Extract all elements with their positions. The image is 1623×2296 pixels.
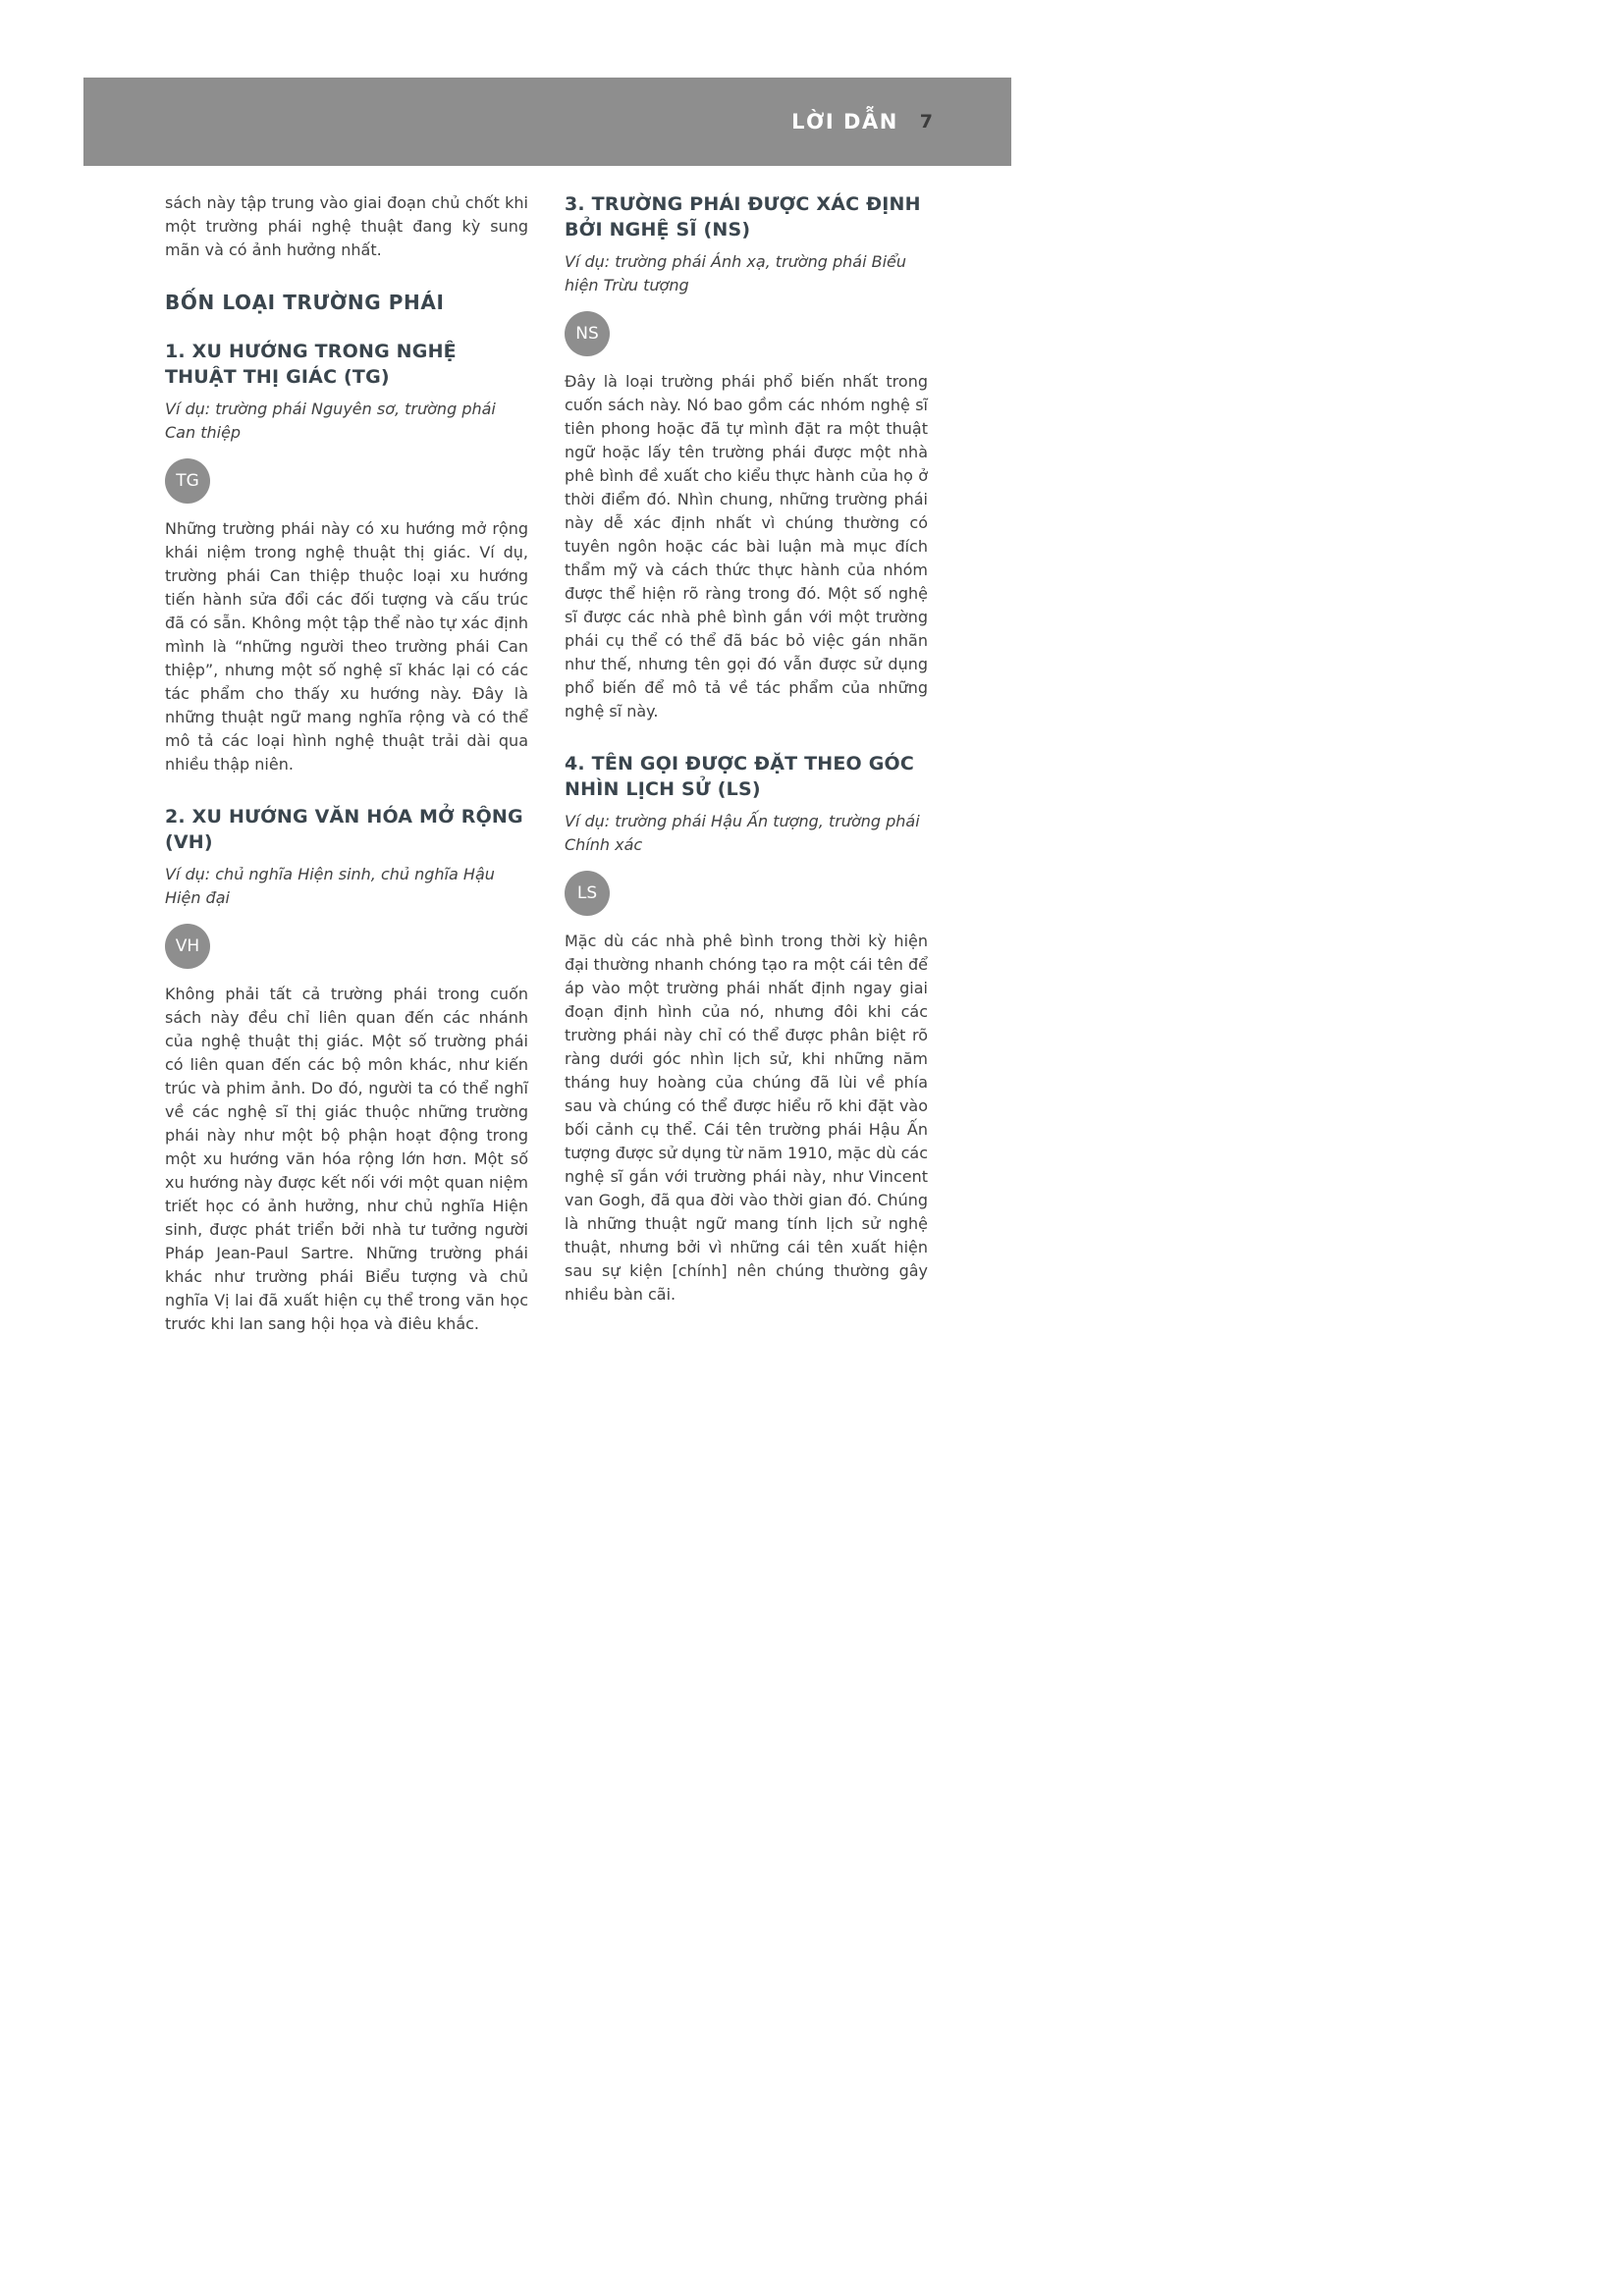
entry-2-badge (165, 924, 210, 969)
entry-4-badge (565, 871, 610, 916)
entry-1-badge (165, 458, 210, 504)
chapter-title: LỜI DẪN (791, 110, 898, 133)
page-header (83, 78, 1011, 166)
entry-4 (565, 751, 928, 1307)
entry-2-heading: 2. XU HƯỚNG VĂN HÓA MỞ RỘNG (VH) (165, 806, 523, 853)
badge-label: TG (176, 471, 199, 491)
entry-3-heading: 3. TRƯỜNG PHÁI ĐƯỢC XÁC ĐỊNH BỞI NGHỆ SĨ (NS) (565, 193, 921, 240)
right-column (565, 191, 928, 1334)
entry-4-body: Mặc dù các nhà phê bình trong thời kỳ hiện đại thường nhanh chóng tạo ra một cái tên để áp vào một trường phái nhất định ngay giai đoạn định hình của nó, nhưng đôi khi các trường phái này chỉ có thể được phân biệt rõ ràng dưới góc nhìn lịch sử, khi những năm tháng huy hoàng của chúng đã lùi về phía sau và chúng có thể được hiểu rõ khi đặt vào bối cảnh cụ thể. Cái tên trường phái Hậu Ấn tượng được sử dụng từ năm 1910, mặc dù các nghệ sĩ gắn với trường phái này, như Vincent van Gogh, đã qua đời vào thời gian đó. Chúng là những thuật ngữ mang tính lịch sử nghệ thuật, nhưng bởi vì những cái tên xuất hiện sau sự kiện [chính] nên chúng thường gây nhiều bàn cãi. (565, 932, 928, 1304)
intro-paragraph: sách này tập trung vào giai đoạn chủ chốt khi một trường phái nghệ thuật đang kỳ sung mãn và có ảnh hưởng nhất. (165, 193, 528, 259)
entry-3 (565, 191, 928, 723)
left-column (165, 191, 528, 1363)
entry-4-example: Ví dụ: trường phái Hậu Ấn tượng, trường phái Chính xác (565, 812, 920, 854)
entry-2-body: Không phải tất cả trường phái trong cuốn sách này đều chỉ liên quan đến các nhánh của nghệ thuật thị giác. Một số trường phái có liên quan đến các bộ môn khác, như kiến trúc và phim ảnh. Do đó, người ta có thể nghĩ về các nghệ sĩ thị giác thuộc những trường phái này như một bộ phận hoạt động trong một xu hướng văn hóa rộng lớn hơn. Một số xu hướng này được kết nối với một quan niệm triết học có ảnh hưởng, như chủ nghĩa Hiện sinh, được phát triển bởi nhà tư tưởng người Pháp Jean-Paul Sartre. Những trường phái khác như trường phái Biểu tượng và chủ nghĩa Vị lai đã xuất hiện cụ thể trong văn học trước khi lan sang hội họa và điêu khắc. (165, 985, 528, 1333)
entry-1-example: Ví dụ: trường phái Nguyên sơ, trường phái Can thiệp (165, 400, 496, 442)
entry-3-example: Ví dụ: trường phái Ánh xạ, trường phái Biểu hiện Trừu tượng (565, 252, 907, 294)
entry-1 (165, 339, 528, 776)
badge-label: NS (575, 324, 599, 344)
badge-label: LS (576, 883, 598, 903)
entry-3-body: Đây là loại trường phái phổ biến nhất trong cuốn sách này. Nó bao gồm các nhóm nghệ sĩ tiên phong hoặc đã tự mình đặt ra một thuật ngữ hoặc lấy tên trường phái được một nhà phê bình đề xuất cho kiểu thực hành của họ ở thời điểm đó. Nhìn chung, những trường phái này dễ xác định nhất vì chúng thường có tuyên ngôn hoặc các bài luận mà mục đích thẩm mỹ và cách thức thực hành của nhóm được thể hiện rõ ràng trong đó. Một số nghệ sĩ được các nhà phê bình gắn với một trường phái cụ thể có thể đã bác bỏ việc gán nhãn như thế, nhưng tên gọi đó vẫn được sử dụng phổ biến để mô tả về tác phẩm của những nghệ sĩ này. (565, 372, 928, 721)
entry-2-example: Ví dụ: chủ nghĩa Hiện sinh, chủ nghĩa Hậu Hiện đại (165, 865, 495, 907)
entry-2 (165, 804, 528, 1336)
section-heading: BỐN LOẠI TRƯỜNG PHÁI (165, 291, 445, 314)
badge-label: VH (175, 936, 200, 956)
entry-1-body: Những trường phái này có xu hướng mở rộng khái niệm trong nghệ thuật thị giác. Ví dụ, trường phái Can thiệp thuộc loại xu hướng tiến hành sửa đổi các đối tượng và cấu trúc đã có sẵn. Không một tập thể nào tự xác định mình là “những người theo trường phái Can thiệp”, nhưng một số nghệ sĩ khác lại có các tác phẩm cho thấy xu hướng này. Đây là những thuật ngữ mang nghĩa rộng và có thể mô tả các loại hình nghệ thuật trải dài qua nhiều thập niên. (165, 519, 528, 774)
entry-1-heading: 1. XU HƯỚNG TRONG NGHỆ THUẬT THỊ GIÁC (TG) (165, 341, 457, 388)
entry-4-heading: 4. TÊN GỌI ĐƯỢC ĐẶT THEO GÓC NHÌN LỊCH SỬ (LS) (565, 753, 914, 800)
entry-3-badge (565, 311, 610, 356)
page-number: 7 (919, 111, 933, 133)
